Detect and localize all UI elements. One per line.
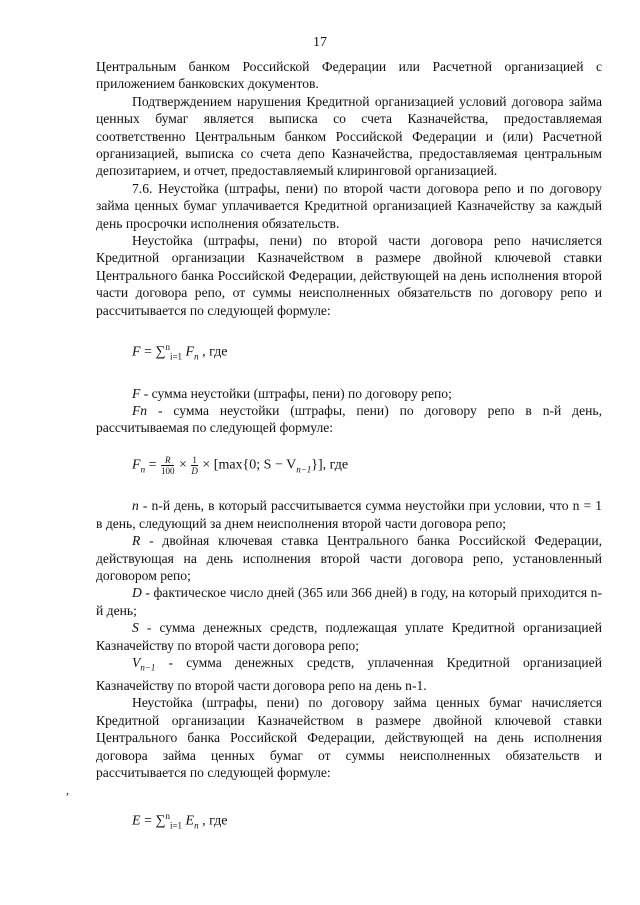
definition-d [96, 584, 602, 619]
formula-where-2: ], где [318, 457, 349, 473]
definition-f-text: - сумма неустойки (штрафы, пени) по договору репо; [143, 385, 452, 401]
symbol-r: R [132, 533, 141, 549]
stray-mark: , [66, 783, 69, 797]
fraction-r-100: $\frac{R}{100}$ [160, 454, 175, 476]
definition-v-text: - сумма денежных средств, уплаченная Кредитной организацией Казначейству по второй части договора репо на день n-1. [96, 654, 602, 694]
formula-where: , где [202, 344, 228, 360]
page-number: 17 [313, 35, 327, 50]
definition-r [96, 532, 602, 584]
fraction-1-d: $\frac{1}{D}$ [191, 454, 198, 476]
definition-s-text: - сумма денежных средств, подлежащая уплате Кредитной организацией Казначейству по второй части договора репо; [96, 620, 602, 653]
definition-d-text: - фактическое число дней (365 или 366 дней) в году, на который приходится n-й день; [96, 585, 602, 618]
paragraph-violation-proof: Подтверждением нарушения Кредитной организацией условий договора займа ценных бумаг является выписка со счета Казначейства, предоставляемая соответственно Центральным банком Российской Федерации и (или) Расчетной организацией, выписка со счета депо Казначейства, предоставляемая центральным депозитарием, и отчет, предоставляемый клиринговой организацией. [96, 93, 602, 179]
symbol-v: V [132, 654, 141, 670]
symbol-s: S [132, 620, 139, 636]
definition-r-text: - двойная ключевая ставка Центрального банка Российской Федерации, действующая на день исполнения второй части договора репо, установленный договором репо; [96, 533, 602, 583]
paragraph-securities-loan-penalty: Неустойка (штрафы, пени) по договору займа ценных бумаг начисляется Кредитной организации Казначейством в размере двойной ключевой ставки Центрального банка Российской Федерации, действующей на день исполнения договора займа ценных бумаг от суммы неисполненных обязательств и рассчитывается по следующей формуле: [96, 695, 602, 781]
definition-s [96, 619, 602, 654]
symbol-fn: Fn [132, 402, 148, 418]
symbol-n: n [132, 498, 139, 514]
definition-f [96, 385, 602, 402]
document-body [96, 58, 602, 835]
definition-v [96, 654, 602, 695]
symbol-d: D [132, 585, 142, 601]
paragraph-repo-penalty: Неустойка (штрафы, пени) по второй части договора репо начисляется Кредитной организации Казначейством в размере двойной ключевой ставки Центрального банка Российской Федерации, действующей на день исполнения второй части договора репо, от суммы неисполненных обязательств по договору репо и рассчитывается по следующей формуле: [96, 233, 602, 318]
formula-daily-penalty: $F_n$ = $\frac{R}{100}$ × $\frac{1}{D}$ × [max{0; $S - V_{n-1}$}], где [132, 454, 349, 476]
definition-fn-text: - сумма неустойки (штрафы, пени) по договору репо в n-й день, рассчитываемая по следующей формуле: [96, 402, 602, 436]
formula-symbol-f: F [132, 344, 141, 360]
definition-n [96, 497, 602, 532]
formula-where-3: , где [202, 813, 228, 829]
paragraph-7-6: 7.6. Неустойка (штрафы, пени) по второй части договора репо и по договору займа ценных бумаг уплачивается Кредитной организацией Казначейству за каждый день просрочки исполнения обязательств. [96, 180, 602, 231]
symbol-v-subscript: n−1 [140, 662, 156, 673]
symbol-f: F [132, 385, 141, 401]
paragraph-continuation: Центральным банком Российской Федерации или Расчетной организацией с приложением банковских документов. [96, 59, 602, 92]
formula-repo-sum: F = ∑$^n_{i=1}$ $F_n$ , где [132, 342, 228, 362]
definition-n-text: - n-й день, в который рассчитывается сумма неустойки при условии, что n = 1 в день, следующий за днем неисполнения второй части договора репо; [96, 498, 602, 531]
formula-max: [max{0; S − V [213, 457, 297, 473]
formula-loan-sum: E = ∑$^n_{i=1}$ $E_n$ , где [132, 810, 228, 830]
definition-fn [96, 402, 602, 437]
